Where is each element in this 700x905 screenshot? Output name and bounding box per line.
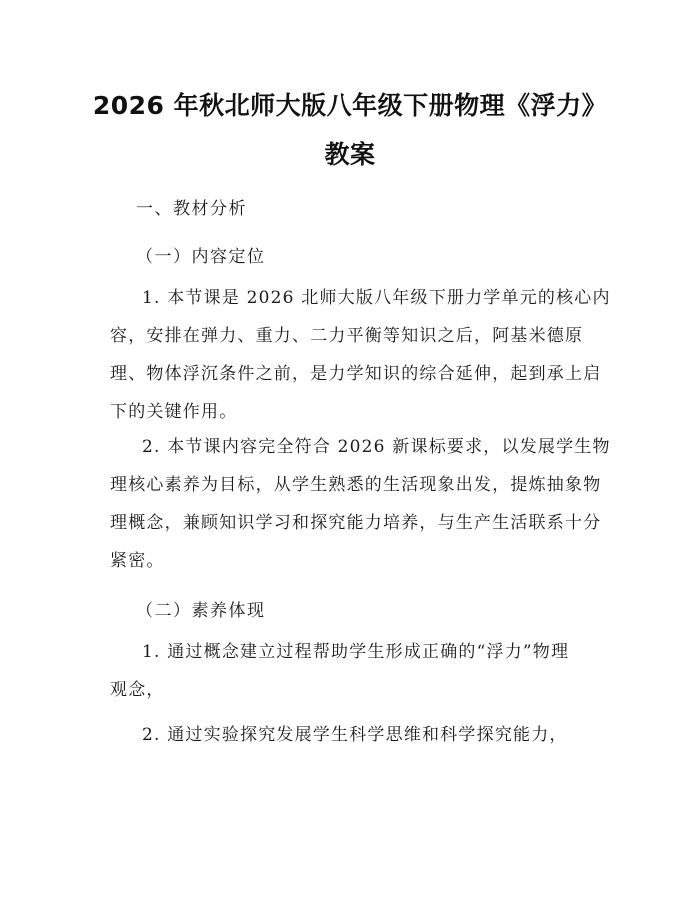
document-title-line-2: 教案	[324, 140, 376, 169]
paragraph-content-positioning-1	[110, 279, 611, 431]
paragraph-line: 2. 本节课内容完全符合 2026 新课标要求，以发展学生物	[142, 437, 611, 457]
subsection-heading-literacy: （二）素养体现	[136, 601, 266, 621]
paragraph-line: 观念，	[110, 680, 165, 700]
subsection-heading-content-positioning: （一）内容定位	[136, 247, 266, 267]
paragraph-line: 2. 通过实验探究发展学生科学思维和科学探究能力，	[142, 725, 568, 745]
paragraph-line: 理核心素养为目标，从学生熟悉的生活现象出发，提炼抽象物	[110, 475, 602, 495]
paragraph-literacy-2	[110, 716, 594, 754]
paragraph-line: 下的关键作用。	[110, 402, 238, 422]
paragraph-line: 1. 通过概念建立过程帮助学生形成正确的“浮力”物理	[142, 642, 570, 662]
paragraph-literacy-1	[110, 633, 594, 709]
paragraph-line: 1. 本节课是 2026 北师大版八年级下册力学单元的核心内	[142, 288, 611, 308]
paragraph-content-positioning-2	[110, 428, 611, 580]
paragraph-line: 理、物体浮沉条件之前，是力学知识的综合延伸，起到承上启	[110, 364, 602, 384]
document-title-line-1: 2026 年秋北师大版八年级下册物理《浮力》	[92, 91, 608, 120]
paragraph-line: 理概念，兼顾知识学习和探究能力培养，与生产生活联系十分	[110, 513, 602, 533]
paragraph-line: 容，安排在弹力、重力、二力平衡等知识之后，阿基米德原	[110, 326, 584, 346]
paragraph-line: 紧密。	[110, 551, 165, 571]
section-heading-teaching-material-analysis: 一、教材分析	[136, 199, 247, 219]
